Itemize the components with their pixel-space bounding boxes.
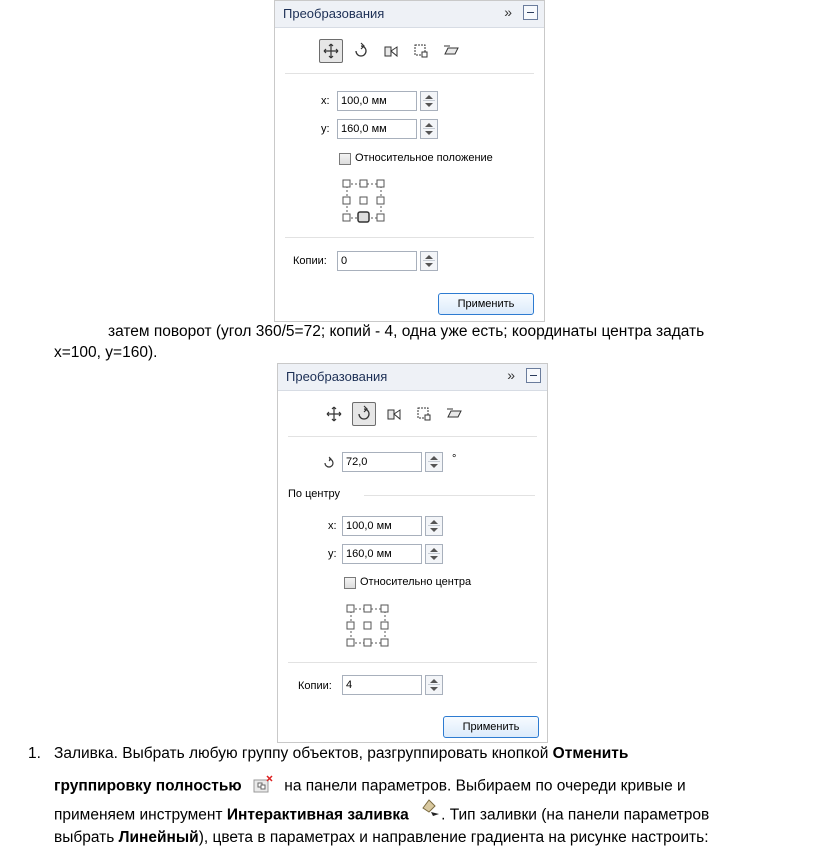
y-label: y: <box>328 548 337 560</box>
relative-center-label: Относительно центра <box>360 576 472 588</box>
transform-toolbar <box>319 39 463 63</box>
y-label: y: <box>321 123 330 135</box>
list-line-4-text: выбрать <box>54 829 119 846</box>
center-section-label: По центру <box>288 488 340 500</box>
move-icon[interactable] <box>322 402 346 426</box>
ungroup-command-name-cont: группировку полностью <box>54 777 242 795</box>
relative-center-checkbox[interactable] <box>344 577 356 589</box>
center-y-value: 160,0 мм <box>346 548 392 560</box>
list-line-2 <box>54 774 686 799</box>
copies-value: 4 <box>346 679 353 691</box>
expand-chevron-icon[interactable]: » <box>504 4 512 20</box>
x-position-value: 100,0 мм <box>341 95 387 107</box>
copies-label: Копии: <box>298 680 332 692</box>
transformations-panel-position <box>274 0 545 322</box>
copies-field[interactable] <box>337 251 417 271</box>
separator <box>285 237 534 238</box>
center-x-stepper[interactable] <box>425 516 443 536</box>
panel-title: Преобразования <box>286 369 388 384</box>
list-line-3 <box>54 802 709 829</box>
angle-field[interactable] <box>342 452 422 472</box>
x-label: x: <box>328 520 337 532</box>
fill-type-name: Линейный <box>118 829 199 846</box>
skew-icon[interactable] <box>439 39 463 63</box>
y-position-stepper[interactable] <box>420 119 438 139</box>
move-icon[interactable] <box>319 39 343 63</box>
degree-sign: ° <box>452 453 457 465</box>
x-label: x: <box>321 95 330 107</box>
separator <box>288 662 537 663</box>
copies-stepper[interactable] <box>420 251 438 271</box>
ungroup-all-icon <box>252 774 274 799</box>
x-position-field[interactable] <box>337 91 417 111</box>
list-number: 1. <box>28 745 41 762</box>
apply-button[interactable]: Применить <box>438 293 534 315</box>
separator <box>364 495 535 496</box>
anchor-point-selector[interactable] <box>342 179 386 228</box>
ungroup-command-name: Отменить <box>552 745 629 762</box>
list-line-2-text: на панели параметров. Выбираем по очереди кривые и <box>279 777 686 795</box>
anchor-point-selector[interactable] <box>346 604 390 653</box>
instruction-line-1: затем поворот (угол 360/5=72; копий - 4, одна уже есть; координаты центра задать <box>108 323 705 340</box>
expand-chevron-icon[interactable]: » <box>507 367 515 383</box>
list-line-4-text-2: ), цвета в параметрах и направление градиента на рисунке настроить: <box>198 829 709 846</box>
y-position-value: 160,0 мм <box>341 123 387 135</box>
mirror-icon[interactable] <box>379 39 403 63</box>
panel-title-bar <box>278 364 547 391</box>
transform-toolbar <box>322 402 466 426</box>
size-icon[interactable] <box>409 39 433 63</box>
minimize-button[interactable] <box>523 5 538 20</box>
copies-value: 0 <box>341 255 348 267</box>
center-x-value: 100,0 мм <box>346 520 392 532</box>
rotate-icon[interactable] <box>352 402 376 426</box>
center-y-field[interactable] <box>342 544 422 564</box>
x-position-stepper[interactable] <box>420 91 438 111</box>
panel-title-bar <box>275 1 544 28</box>
rotate-icon[interactable] <box>349 39 373 63</box>
angle-stepper[interactable] <box>425 452 443 472</box>
mirror-icon[interactable] <box>382 402 406 426</box>
skew-icon[interactable] <box>442 402 466 426</box>
tool-name: Интерактивная заливка <box>226 806 409 824</box>
separator <box>288 436 537 437</box>
list-line-3-text-2: . Тип заливки (на панели параметров <box>441 806 710 824</box>
angle-rotate-icon <box>322 456 336 475</box>
y-position-field[interactable] <box>337 119 417 139</box>
size-icon[interactable] <box>412 402 436 426</box>
minimize-button[interactable] <box>526 368 541 383</box>
relative-position-checkbox[interactable] <box>339 153 351 165</box>
instruction-line-2: x=100, y=160). <box>54 344 158 361</box>
center-x-field[interactable] <box>342 516 422 536</box>
list-line-4 <box>54 828 709 847</box>
apply-button[interactable]: Применить <box>443 716 539 738</box>
list-line-3-text: применяем инструмент <box>54 806 227 824</box>
list-line-1-text: Заливка. Выбрать любую группу объектов, разгруппировать кнопкой <box>54 745 553 762</box>
panel-title: Преобразования <box>283 6 385 21</box>
interactive-fill-icon <box>419 796 441 823</box>
copies-field[interactable] <box>342 675 422 695</box>
copies-stepper[interactable] <box>425 675 443 695</box>
transformations-panel-rotate <box>277 363 548 743</box>
copies-label: Копии: <box>293 255 327 267</box>
center-y-stepper[interactable] <box>425 544 443 564</box>
list-line-1 <box>54 744 628 763</box>
separator <box>285 73 534 74</box>
relative-position-label: Относительное положение <box>355 152 493 164</box>
angle-value: 72,0 <box>346 456 368 468</box>
